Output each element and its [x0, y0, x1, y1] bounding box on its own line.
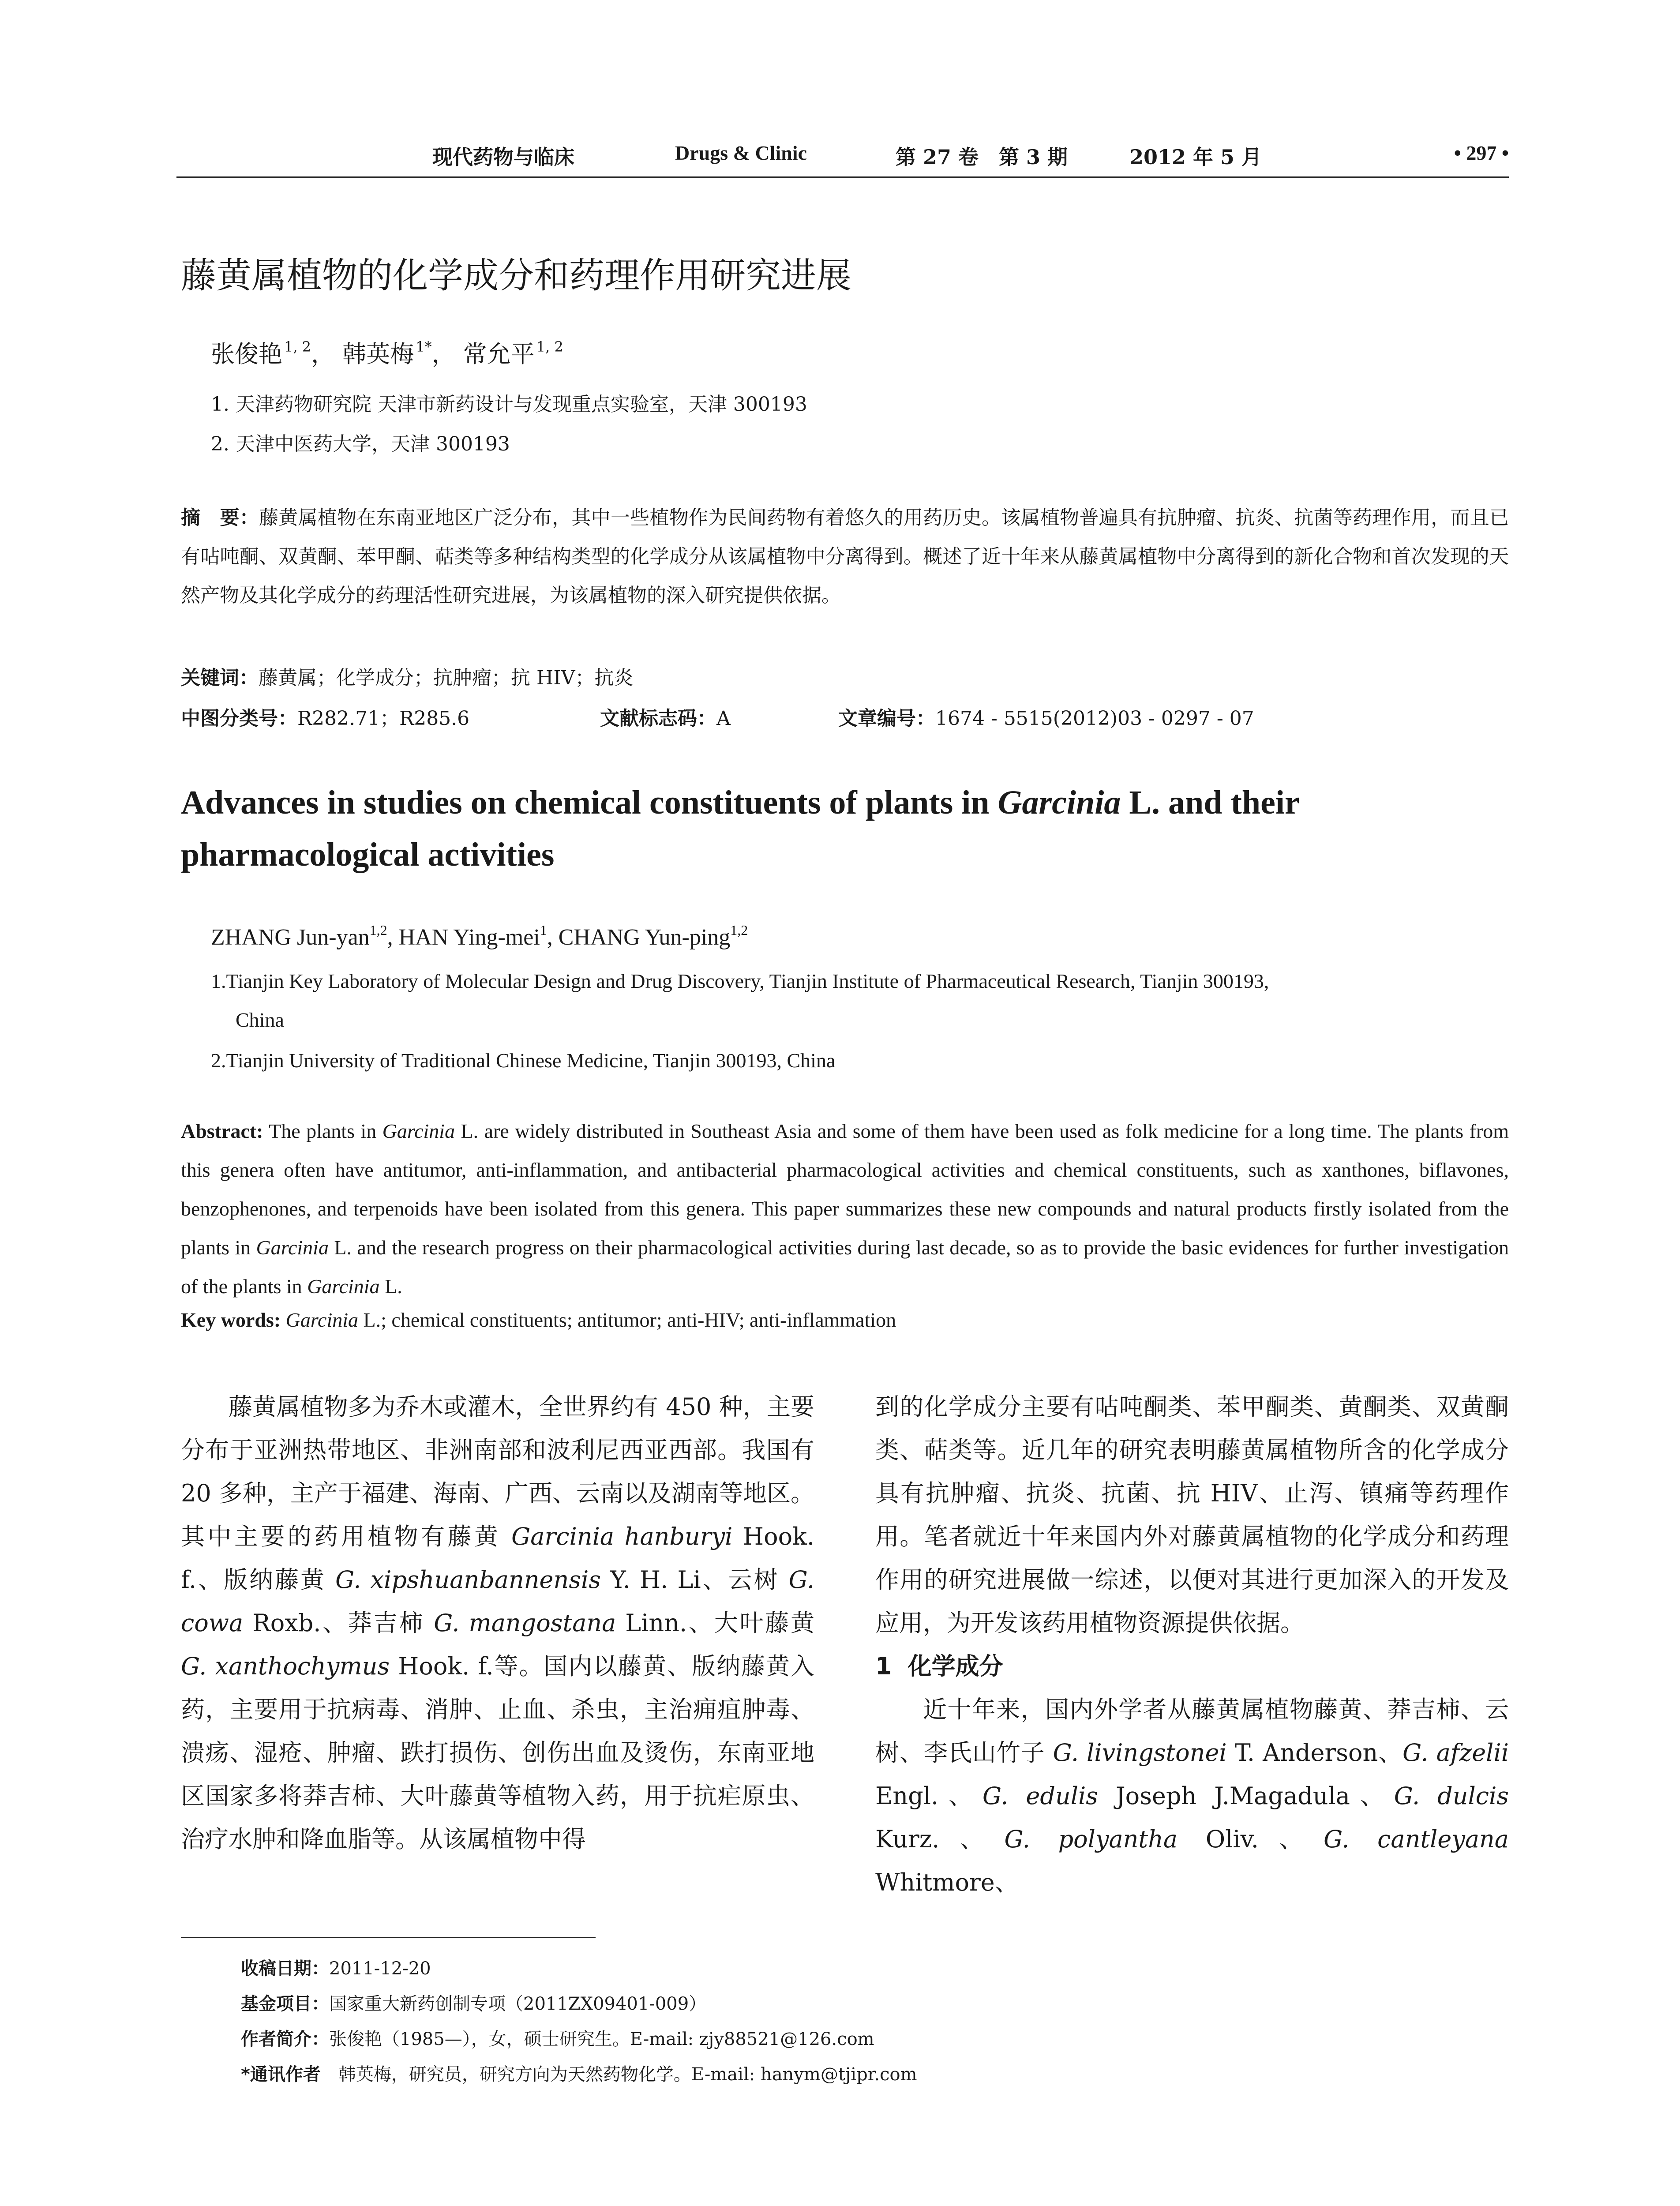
title-en	[181, 777, 1509, 881]
body-text: Roxb.、莽吉柿	[243, 1609, 434, 1637]
volume-issue: 第 27 卷 第 3 期	[896, 145, 1068, 169]
body-text: Kurz.、	[875, 1825, 1005, 1853]
clc-value: R282.71；R285.6	[297, 707, 470, 730]
document-code-value: A	[716, 707, 731, 730]
body-text: T. Anderson、	[1226, 1739, 1403, 1767]
footnote-rule	[181, 1937, 596, 1938]
footnote-label: 基金项目：	[241, 1994, 329, 2014]
title-en-part: Advances in studies on chemical constituents of plants in	[181, 784, 998, 821]
footnote-corresponding-author	[241, 2060, 917, 2086]
header-rule	[176, 176, 1509, 178]
footnote-text: 国家重大新药创制专项（2011ZX09401-009）	[329, 1994, 707, 2014]
author-name-cn: 韩英梅	[342, 340, 414, 368]
issue-date: 2012 年 5 月	[1129, 145, 1262, 169]
author-name-cn: 张俊艳	[211, 340, 282, 368]
species-name: G. polyantha	[1004, 1825, 1178, 1853]
body-text: Whitmore、	[875, 1868, 1019, 1896]
affiliation-en	[211, 962, 1509, 1039]
body-paragraph	[875, 1688, 1509, 1904]
author-affiliation-mark: 1	[540, 922, 547, 938]
genus-name: Garcinia	[285, 1309, 359, 1331]
body-text: Y. H. Li、云树	[600, 1566, 789, 1594]
author-affiliation-mark: 1, 2	[536, 338, 563, 355]
title-en-genus: Garcinia	[998, 784, 1121, 821]
abstract-en-text: L.	[379, 1275, 402, 1298]
genus-name: Garcinia	[307, 1275, 380, 1298]
body-text: Engl.、	[875, 1782, 982, 1810]
document-code	[600, 702, 731, 731]
affiliation-en-line: 1.Tianjin Key Laboratory of Molecular Design and Drug Discovery, Tianjin Institute of Pharmaceutical Research, Tianjin 300193,	[211, 970, 1269, 992]
article-number	[838, 702, 1254, 731]
affiliation-en: 2.Tianjin University of Traditional Chinese Medicine, Tianjin 300193, China	[211, 1049, 836, 1072]
author-name-en: ZHANG Jun-yan	[211, 925, 370, 950]
title-en-part: L. and their pharmacological activities	[181, 784, 1299, 873]
keywords-cn-label: 关键词：	[181, 667, 259, 689]
body-paragraph: 到的化学成分主要有呫吨酮类、苯甲酮类、黄酮类、双黄酮类、萜类等。近几年的研究表明藤黄属植物所含的化学成分具有抗肿瘤、抗炎、抗菌、抗 HIV、止泻、镇痛等药理作用。笔者就近十年来国内外对藤黄属植物的化学成分和药理作用的研究进展做一综述，以便对其进行更加深入的开发及应用，为开发该药用植物资源提供依据。	[875, 1393, 1509, 1637]
clc-number	[181, 702, 469, 731]
affiliation-cn: 2. 天津中医药大学，天津 300193	[211, 433, 510, 455]
abstract-en-text: L. and the research progress on their pharmacological activities during last decade, so as to provide the basic evidences for further investigation of the plants in	[181, 1236, 1509, 1298]
species-name: G. dulcis	[1394, 1782, 1509, 1810]
title-cn: 藤黄属植物的化学成分和药理作用研究进展	[181, 255, 851, 296]
authors-en	[211, 922, 748, 950]
running-header	[176, 141, 1509, 181]
footnote-label: 收稿日期：	[241, 1958, 329, 1979]
author-affiliation-mark: 1,2	[730, 922, 748, 938]
abstract-en-text: L. are widely distributed in Southeast Asia and some of them have been used as folk medicine for a long time. The plants from this genera often have antitumor, anti-inflammation, and antibacterial pharmacological activities and chemical constituents, such as xanthones, biflavones, benzophenones, and terpenoids have been isolated from this genera. This paper summarizes these new compounds and natural products firstly isolated from the plants in	[181, 1120, 1509, 1259]
author-separator: ，	[311, 340, 335, 368]
body-text: Hook. f.、版纳藤黄	[181, 1523, 814, 1594]
species-name: G. cantleyana	[1324, 1825, 1509, 1853]
article-number-value: 1674 - 5515(2012)03 - 0297 - 07	[935, 707, 1254, 730]
affiliation-cn: 1. 天津药物研究院 天津市新药设计与发现重点实验室，天津 300193	[211, 393, 807, 416]
keywords-cn-text: 藤黄属；化学成分；抗肿瘤；抗 HIV；抗炎	[259, 667, 634, 689]
author-affiliation-mark: 1, 2	[284, 338, 311, 355]
author-separator: ,	[547, 925, 559, 950]
body-text: Hook. f.等。国内以藤黄、版纳藤黄入药，主要用于抗病毒、消肿、止血、杀虫，主治痈疽肿毒、溃疡、湿疮、肿瘤、跌打损伤、创伤出血及烫伤，东南亚地区国家多将莽吉柿、大叶藤黄等植物入药，用于抗疟原虫、治疗水肿和降血脂等。从该属植物中得	[181, 1652, 814, 1853]
species-name: G. cowa	[181, 1566, 814, 1637]
journal-name-en: Drugs & Clinic	[675, 142, 807, 164]
clc-label: 中图分类号：	[181, 707, 297, 730]
genus-name: Garcinia	[382, 1120, 455, 1142]
abstract-cn	[181, 499, 1509, 615]
keywords-en-label: Key words:	[181, 1309, 281, 1331]
body-column-left	[181, 1385, 814, 1861]
page-number: • 297 •	[1454, 142, 1509, 164]
article-number-label: 文章编号：	[838, 707, 935, 730]
section-number: 1	[875, 1652, 892, 1680]
author-name-en: CHANG Yun-ping	[558, 925, 731, 950]
genus-name: Garcinia	[256, 1236, 329, 1259]
body-text: Oliv.、	[1178, 1825, 1324, 1853]
species-name: G. livingstonei	[1053, 1739, 1227, 1767]
keywords-cn	[181, 662, 634, 690]
abstract-cn-text: 藤黄属植物在东南亚地区广泛分布，其中一些植物作为民间药物有着悠久的用药历史。该属植物普遍具有抗肿瘤、抗炎、抗菌等药理作用，而且已有呫吨酮、双黄酮、苯甲酮、萜类等多种结构类型的化学成分从该属植物中分离得到。概述了近十年来从藤黄属植物中分离得到的新化合物和首次发现的天然产物及其化学成分的药理活性研究进展，为该属植物的深入研究提供依据。	[181, 506, 1509, 607]
species-name: G. afzelii	[1402, 1739, 1509, 1767]
author-separator: ,	[387, 925, 399, 950]
author-name-cn: 常允平	[463, 340, 535, 368]
body-text: 近十年来，国内外学者从藤黄属植物藤黄、莽吉柿、云树、李氏山竹子	[875, 1696, 1509, 1767]
species-name: Garcinia hanburyi	[511, 1523, 733, 1550]
footnote-received-date	[241, 1955, 431, 1980]
abstract-en	[181, 1112, 1509, 1306]
section-heading	[875, 1645, 1509, 1688]
keywords-en	[181, 1308, 896, 1332]
affiliation-en-line: China	[236, 1009, 284, 1031]
document-code-label: 文献标志码：	[600, 707, 716, 730]
footnote-text: 2011-12-20	[329, 1958, 431, 1979]
author-separator: ，	[431, 340, 456, 368]
journal-name-cn: 现代药物与临床	[432, 145, 574, 169]
abstract-cn-label: 摘 要：	[181, 506, 259, 529]
body-text: Joseph J.Magadula、	[1098, 1782, 1394, 1810]
abstract-en-text: The plants in	[263, 1120, 382, 1142]
footnote-text: 张俊艳（1985—），女，硕士研究生。E-mail: zjy88521@126.com	[329, 2029, 874, 2049]
species-name: G. xipshuanbannensis	[335, 1566, 601, 1594]
authors-cn	[211, 335, 563, 369]
body-paragraph	[181, 1385, 814, 1861]
author-name-en: HAN Ying-mei	[398, 925, 540, 950]
footnote-text: 韩英梅，研究员，研究方向为天然药物化学。E-mail: hanym@tjipr.com	[320, 2064, 917, 2085]
footnote-author-bio	[241, 2025, 874, 2050]
author-affiliation-mark: 1,2	[369, 922, 387, 938]
footnote-funding	[241, 1990, 706, 2015]
section-title: 化学成分	[908, 1652, 1003, 1680]
author-affiliation-mark: 1*	[416, 338, 432, 355]
species-name: G. mangostana	[434, 1609, 616, 1637]
footnote-label: 作者简介：	[241, 2029, 329, 2049]
footnote-label: *通讯作者	[241, 2064, 321, 2085]
keywords-en-text: L.; chemical constituents; antitumor; anti-HIV; anti-inflammation	[358, 1309, 896, 1331]
body-text: 藤黄属植物多为乔木或灌木，全世界约有 450 种，主要分布于亚洲热带地区、非洲南部和波利尼西亚西部。我国有 20 多种，主产于福建、海南、广西、云南以及湖南等地区。其中主要的药用植物有藤黄	[181, 1393, 814, 1550]
species-name: G. edulis	[982, 1782, 1098, 1810]
species-name: G. xanthochymus	[181, 1652, 390, 1680]
classification-row	[181, 702, 1509, 733]
body-text: Linn.、大叶藤黄	[616, 1609, 814, 1637]
abstract-en-label: Abstract:	[181, 1120, 263, 1142]
body-column-right	[875, 1385, 1509, 1904]
